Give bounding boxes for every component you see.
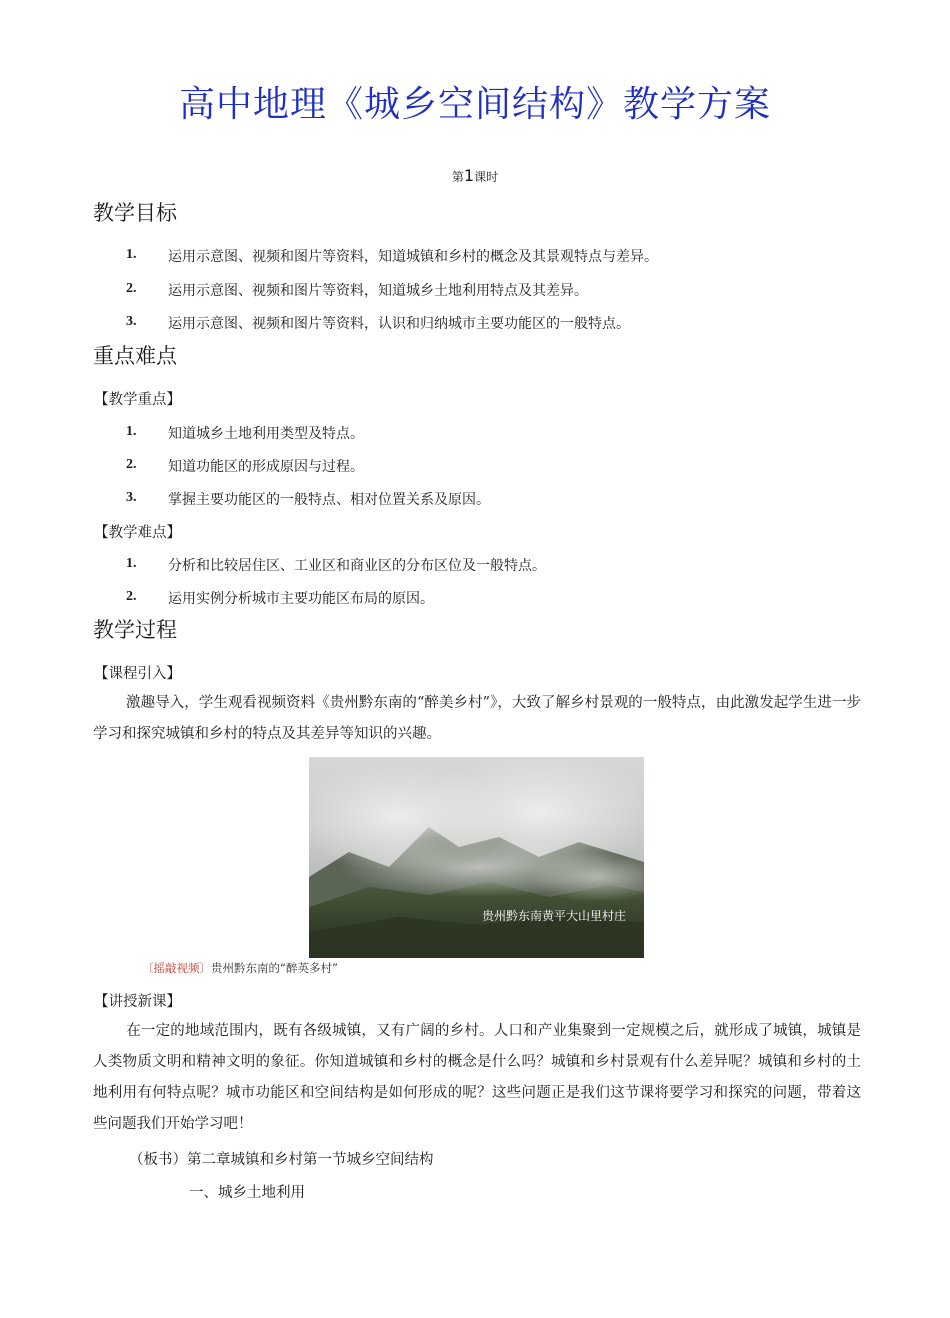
objective-text-3: 运用示意图、视频和图片等资料，认识和归纳城市主要功能区的一般特点。 [168, 316, 630, 332]
objectives-heading: 教学目标 [93, 201, 177, 225]
difficulty-text-1: 分析和比较居住区、工业区和商业区的分布区位及一般特点。 [168, 558, 546, 574]
objective-num-1: 1. [126, 247, 137, 262]
section-subheading: 一、城乡土地利用 [189, 1185, 305, 1201]
lesson-prefix: 第 [451, 170, 464, 184]
objective-text-2: 运用示意图、视频和图片等资料，知道城乡土地利用特点及其差异。 [168, 283, 588, 299]
photo-overlay-text: 贵州黔东南黄平大山里村庄 [481, 909, 627, 923]
lecture-paragraph [93, 1016, 861, 1140]
objective-text-1: 运用示意图、视频和图片等资料，知道城镇和乡村的概念及其景观特点与差异。 [168, 249, 658, 265]
key-points-heading: 重点难点 [93, 344, 177, 368]
difficulty-label: 【教学难点】 [94, 525, 181, 541]
process-heading: 教学过程 [93, 618, 177, 642]
focus-text-2: 知道功能区的形成原因与过程。 [168, 459, 364, 475]
photo-caption [142, 960, 338, 976]
focus-text-1: 知道城乡土地利用类型及特点。 [168, 426, 364, 442]
focus-num-1: 1. [126, 424, 137, 439]
focus-text-3: 掌握主要功能区的一般特点、相对位置关系及原因。 [168, 492, 490, 508]
difficulty-num-1: 1. [126, 556, 137, 571]
intro-text: 激趣导入，学生观看视频资料《贵州黔东南的“醉美乡村”》，大致了解乡村景观的一般特点，由此激发起学生进一步学习和探究城镇和乡村的特点及其差异等知识的兴趣。 [93, 695, 861, 742]
lecture-label: 【讲授新课】 [94, 994, 181, 1010]
board-note: （板书）第二章城镇和乡村第一节城乡空间结构 [129, 1152, 434, 1168]
objective-num-3: 3. [126, 314, 137, 329]
page-title: 高中地理《城乡空间结构》教学方案 [178, 84, 771, 125]
difficulty-num-2: 2. [126, 589, 137, 604]
lesson-number [0, 166, 950, 185]
intro-paragraph [93, 688, 861, 750]
focus-num-3: 3. [126, 490, 137, 505]
caption-text: 贵州黔东南的“醉英多村” [211, 961, 338, 975]
intro-label: 【课程引入】 [94, 666, 181, 682]
lecture-text: 在一定的地域范围内，既有各级城镇，又有广阔的乡村。人口和产业集聚到一定规模之后，就形成了城镇，城镇是人类物质文明和精神文明的象征。你知道城镇和乡村的概念是什么吗？城镇和乡村景观有什么差异呢？城镇和乡村的土地利用有何特点呢？城市功能区和空间结构是如何形成的呢？这些问题正是我们这节课将要学习和探究的问题，带着这些问题我们开始学习吧！ [93, 1023, 861, 1132]
focus-num-2: 2. [126, 457, 137, 472]
focus-label: 【教学重点】 [94, 392, 181, 408]
objective-num-2: 2. [126, 281, 137, 296]
lesson-suffix: 课时 [474, 170, 499, 184]
caption-video-tag: 〔摇敲视频〕 [142, 961, 211, 975]
lesson-num: 1 [463, 166, 475, 185]
difficulty-text-2: 运用实例分析城市主要功能区布局的原因。 [168, 591, 434, 607]
misty-mountain-image [309, 757, 644, 958]
village-photo [309, 757, 644, 958]
